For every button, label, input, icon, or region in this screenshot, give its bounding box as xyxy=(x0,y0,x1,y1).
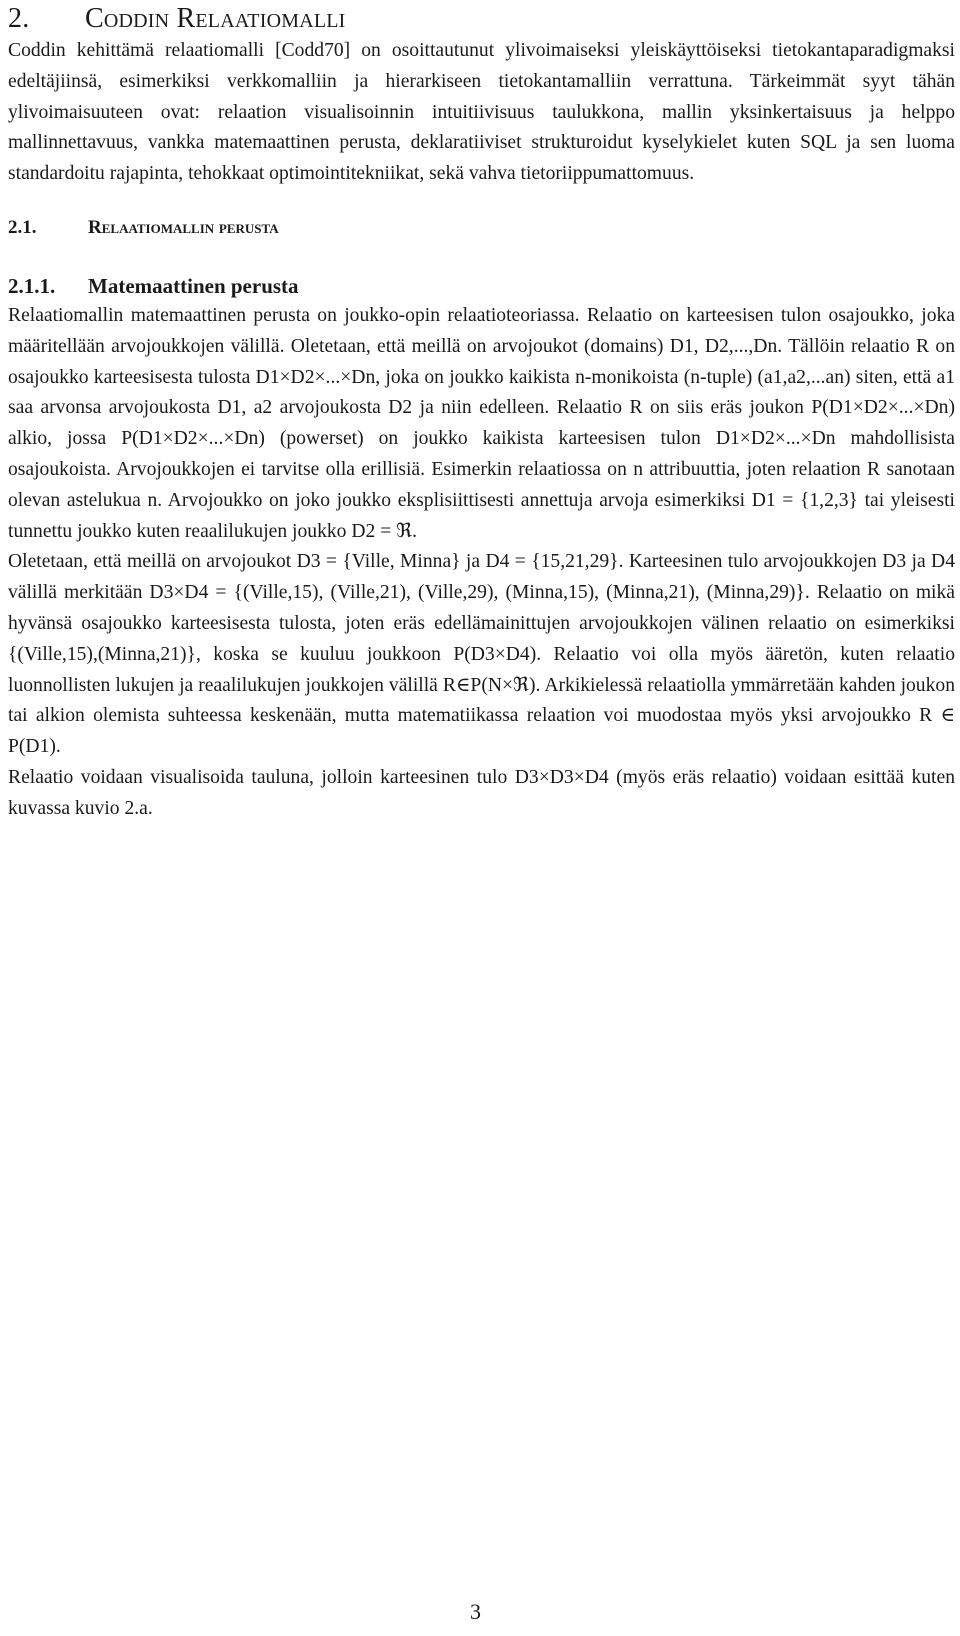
chapter-title: Coddin Relaatiomalli xyxy=(85,3,346,34)
chapter-heading xyxy=(8,0,955,36)
subsection-title: Matemaattinen perusta xyxy=(88,273,299,298)
intro-paragraph: Coddin kehittämä relaatiomalli [Codd70] on osoittautunut ylivoimaiseksi yleiskäyttöiseksi tietokantaparadigmaksi edeltäjiinsä, esimerkiksi verkkomalliin ja hierarkiseen tietokantamalliin verrattuna. Tärkeimmät syyt tähän ylivoimaisuuteen ovat: relaation visualisoinnin intuitiivisuus taulukkona, mallin yksinkertaisuus ja helppo mallinnettavuus, vankka matemaattinen perusta, deklaratiiviset strukturoidut kyselykielet kuten SQL ja sen luoma standardoitu rajapinta, tehokkaat optimointitekniikat, sekä vahva tietoriippumattomuus. xyxy=(8,40,955,185)
chapter-number: 2. xyxy=(8,3,30,34)
subsection-heading xyxy=(8,271,955,301)
paragraph-math-basis: Relaatiomallin matemaattinen perusta on joukko-opin relaatioteoriassa. Relaatio on karteesisen tulon osajoukko, joka määritellään arvojoukkojen välillä. Oletetaan, että meillä on arvojoukot (domains) D1, D2,...,Dn. Tällöin relaatio R on osajoukko karteesisesta tulosta D1×D2×...×Dn, joka on joukko kaikista n-monikoista (n-tuple) (a1,a2,...an) siten, että a1 saa arvonsa arvojoukosta D1, a2 arvojoukosta D2 ja niin edelleen. Relaatio R on siis eräs joukon P(D1×D2×...×Dn) alkio, jossa P(D1×D2×...×Dn) (powerset) on joukko kaikista karteesisen tulon D1×D2×...×Dn mahdollisista osajoukoista. Arvojoukkojen ei tarvitse olla erillisiä. Esimerkin relaatiossa on n attribuuttia, joten relaation R sanotaan olevan astelukua n. Arvojoukko on joko joukko eksplisiittisesti annettuja arvoja esimerkiksi D1 = {1,2,3} tai yleisesti tunnettu joukko kuten reaalilukujen joukko D2 = ℜ. xyxy=(8,304,955,542)
document-page xyxy=(8,0,955,825)
page-number: 3 xyxy=(470,1599,481,1624)
paragraph-example: Oletetaan, että meillä on arvojoukot D3 = {Ville, Minna} ja D4 = {15,21,29}. Karteesinen tulo arvojoukkojen D3 ja D4 välillä merkitään D3×D4 = {(Ville,15), (Ville,21), (Ville,29), (Minna,15), (Minna,21), (Minna,29)}. Relaatio on mikä hyvänsä osajoukko karteesisesta tulosta, joten eräs edellämainittujen arvojoukkojen välinen relaatio on esimerkiksi {(Ville,15),(Minna,21)}, koska se kuuluu joukkoon P(D3×D4). Relaatio voi olla myös ääretön, kuten relaatio luonnollisten lukujen ja reaalilukujen joukkojen välillä R∈P(N×ℜ). Arkikielessä relaatiolla ymmärretään kahden joukon tai alkion olemista suhteessa keskenään, mutta matematiikassa relaation voi muodostaa myös yksi arvojoukko R ∈ P(D1). xyxy=(8,551,955,758)
section-number: 2.1. xyxy=(8,216,37,238)
section-heading xyxy=(8,213,955,243)
paragraph-visualization: Relaatio voidaan visualisoida tauluna, jolloin karteesinen tulo D3×D3×D4 (myös eräs relaatio) voidaan esittää kuten kuvassa kuvio 2.a. xyxy=(8,766,955,819)
subsection-number: 2.1.1. xyxy=(8,273,56,298)
section-title: Relaatiomallin perusta xyxy=(88,216,279,238)
